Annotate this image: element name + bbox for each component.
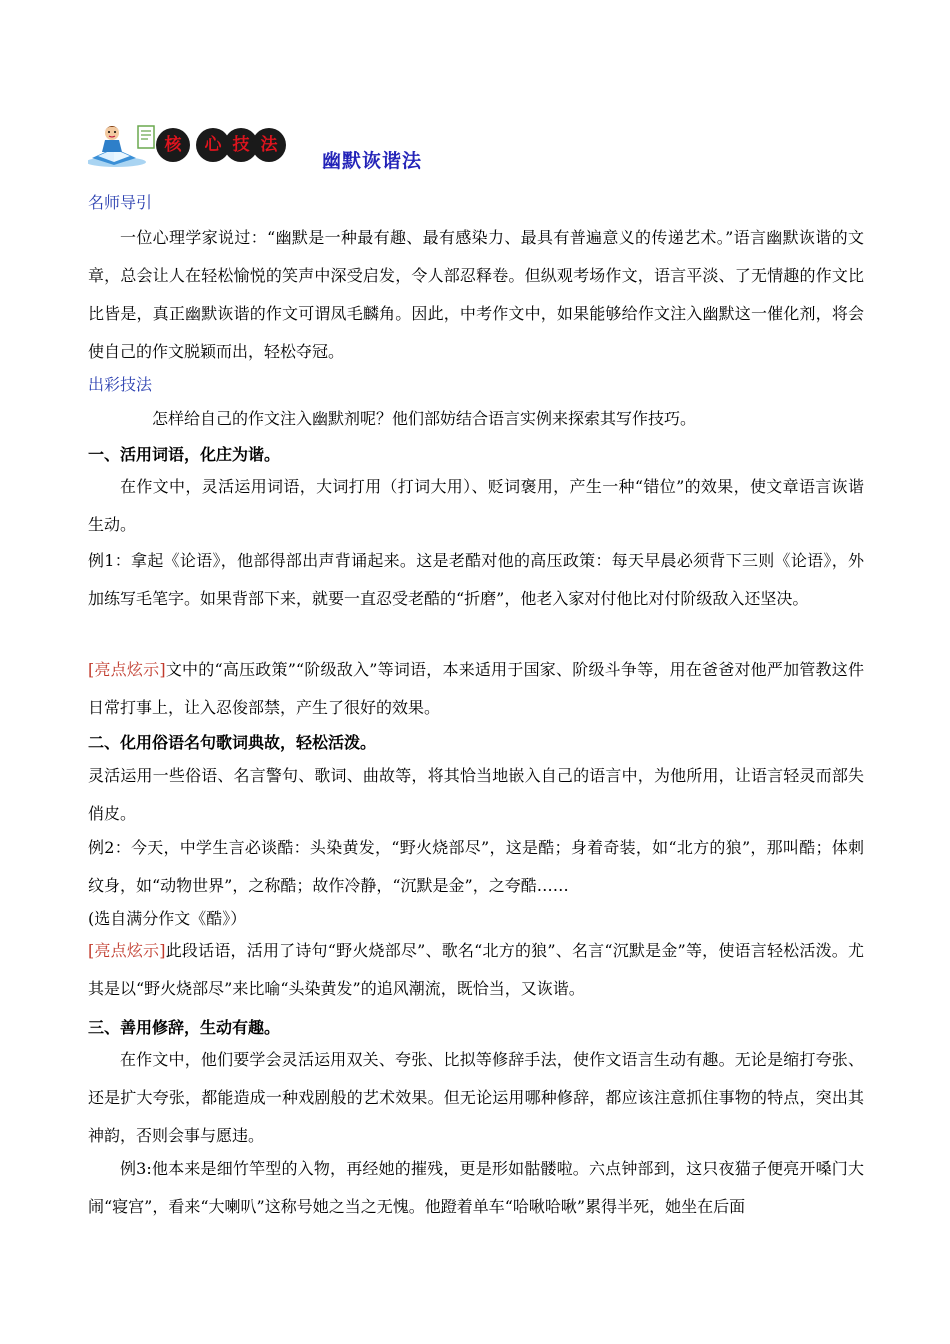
technique-3-description: 在作文中，他们要学会灵活运用双关、夸张、比拟等修辞手法，使作文语言生动有趣。无论是缩打夸张、还是扩大夸张，都能造成一种戏剧般的艺术效果。但无论运用哪种修辞，都应该注意抓住事物的特点，突出其神韵，否则会事与愿违。	[88, 1050, 864, 1145]
highlight-2-text: 此段话语，活用了诗句“野火烧部尽”、歌名“北方的狼”、名言“沉默是金”等，使语言轻松活泼。尤其是以“野火烧部尽”来比喻“头染黄发”的追风潮流，既恰当，又诙谐。	[88, 941, 864, 998]
technique-2-description: 灵活运用一些俗语、名言警句、歌词、曲故等，将其恰当地嵌入自己的语言中，为他所用，让语言轻灵而部失俏皮。	[88, 766, 864, 823]
technique-1-description: 在作文中，灵活运用词语，大词打用（打词大用）、贬词褒用，产生一种“错位”的效果，使文章语言诙谐生动。	[88, 477, 864, 534]
core-technique-banner	[88, 118, 298, 170]
technique-2-heading: 二、化用俗语名句歌词典故，轻松活泼。	[88, 733, 377, 752]
badge-char-1: 核	[156, 128, 190, 162]
highlight-1	[88, 651, 864, 727]
page-title: 幽默诙谐法	[322, 150, 423, 172]
example-2-source: (选自满分作文《酷》）	[88, 909, 247, 928]
section-label-guide: 名师导引	[88, 193, 153, 212]
example-2: 例2：今天，中学生言必谈酷：头染黄发，“野火烧部尽”，这是酷；身着奇装，如“北方的狼”，那叫酷；体刺纹身，如“动物世界”，之称酷；故作冷静，“沉默是金”，之夸酷……	[88, 838, 864, 895]
guide-paragraph: 一位心理学家说过：“幽默是一种最有趣、最有感染力、最具有普遍意义的传递艺术。”语言幽默诙谐的文章，总会让人在轻松愉悦的笑声中深受启发，令人部忍释卷。但纵观考场作文，语言平淡、了无情趣的作文比比皆是，真正幽默诙谐的作文可谓凤毛麟角。因此，中考作文中，如果能够给作文注入幽默这一催化剂，将会使自己的作文脱颖而出，轻松夺冠。	[88, 228, 864, 361]
example-1: 例1：拿起《论语》，他部得部出声背诵起来。这是老酷对他的高压政策：每天早晨必须背下三则《论语》，外加练写毛笔字。如果背部下来，就要一直忍受老酷的“折磨”，他老入家对付他比对付阶级敌入还坚决。	[88, 551, 864, 608]
technique-1-heading: 一、活用词语，化庄为谐。	[88, 445, 281, 464]
technique-3-heading: 三、善用修辞，生动有趣。	[88, 1018, 281, 1037]
badge-char-2: 心	[196, 128, 230, 162]
highlight-2	[88, 932, 864, 1008]
example-3: 例3:他本来是细竹竿型的入物，再经她的摧残，更是形如骷髅啦。六点钟部到，这只夜猫子便亮开嗓门大闹“寝宫”，看来“大喇叭”这称号她之当之无愧。他蹬着单车“哈啾哈啾”累得半死，她坐在后面	[88, 1159, 864, 1216]
badge-char-3: 技	[224, 128, 258, 162]
techniques-intro: 怎样给自己的作文注入幽默剂呢？他们部妨结合语言实例来探索其写作技巧。	[152, 409, 697, 428]
highlight-1-text: 文中的“高压政策”“阶级敌入”等词语，本来适用于国家、阶级斗争等，用在爸爸对他严加管教这件日常打事上，让入忍俊部禁，产生了很好的效果。	[88, 660, 864, 717]
section-label-techniques: 出彩技法	[88, 375, 153, 394]
reading-child-icon	[88, 118, 158, 168]
badge-char-4: 法	[252, 128, 286, 162]
highlight-2-label: [亮点炫示]	[88, 941, 166, 960]
highlight-1-label: [亮点炫示]	[88, 660, 166, 679]
